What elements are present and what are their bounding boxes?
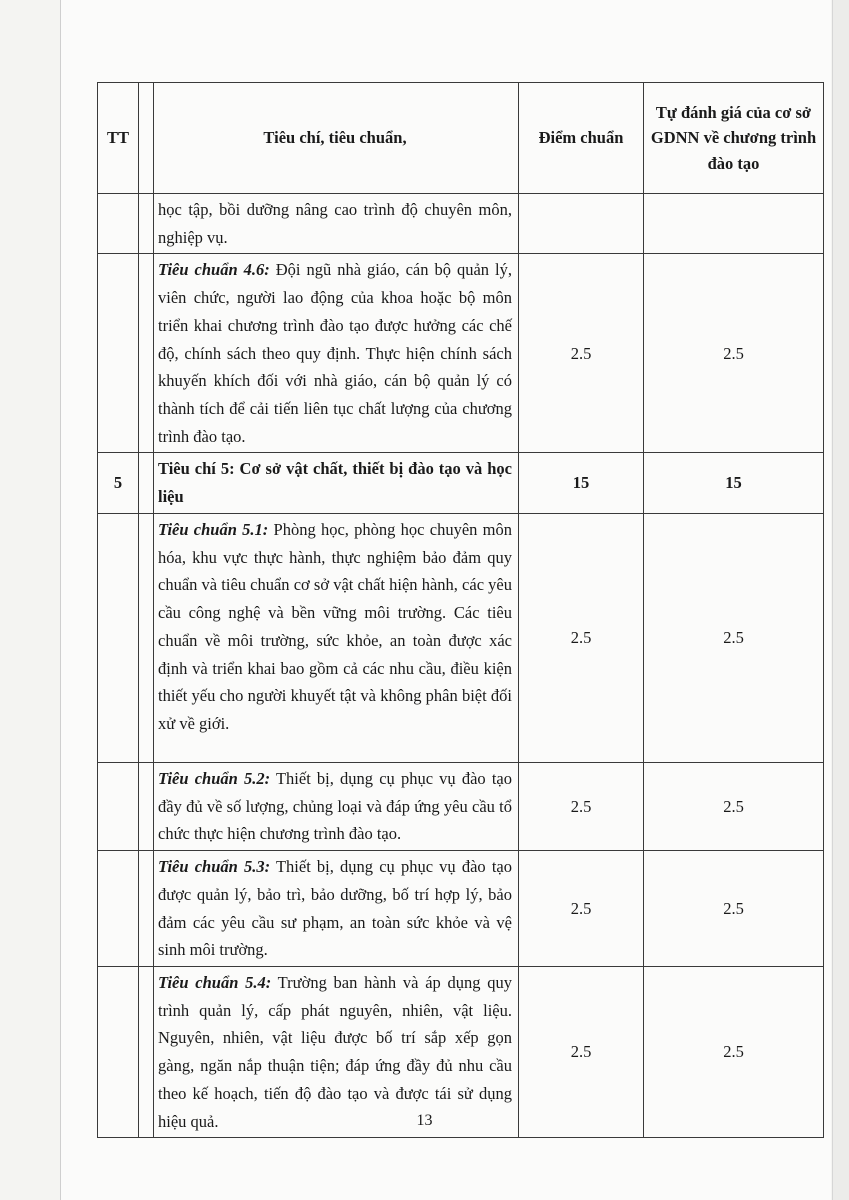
- header-tt: TT: [98, 83, 139, 194]
- row-gap: [139, 762, 154, 850]
- row-text-body: Tiêu chí 5: Cơ sở vật chất, thiết bị đào tạo và học liệu: [158, 459, 512, 507]
- row-text-body: Trường ban hành và áp dụng quy trình quản lý, cấp phát nguyên, nhiên, vật liệu. Nguyên, nhiên, vật liệu được bố trí sắp xếp gọn gàng, ngăn nắp thuận tiện; đáp ứng đầy đủ nhu cầu theo kế hoạch, tiến độ đào tạo và được tái sử dụng hiệu quả.: [158, 972, 512, 1131]
- row-points: 2.5: [519, 851, 644, 967]
- row-self-assessment: 2.5: [644, 762, 824, 850]
- row-tt: 5: [98, 453, 139, 513]
- page-number: 13: [416, 1112, 433, 1129]
- table-row: [98, 254, 824, 453]
- row-gap: [139, 513, 154, 762]
- table-row: [98, 513, 824, 762]
- table-header-row: [98, 83, 824, 194]
- row-text-body: Thiết bị, dụng cụ phục vụ đào tạo đầy đủ về số lượng, chủng loại và đáp ứng yêu cầu tổ chức thực hiện chương trình đào tạo.: [158, 768, 512, 844]
- table-row: [98, 194, 824, 254]
- row-text-body: Thiết bị, dụng cụ phục vụ đào tạo được quản lý, bảo trì, bảo dưỡng, bố trí hợp lý, bảo đảm các yêu cầu sư phạm, an toàn sức khỏe và vệ sinh môi trường.: [158, 857, 512, 960]
- table-row: [98, 762, 824, 850]
- row-tt: [98, 513, 139, 762]
- criterion-title: [154, 453, 519, 513]
- row-points: 2.5: [519, 762, 644, 850]
- row-points: 2.5: [519, 513, 644, 762]
- scan-edge: [832, 0, 849, 1200]
- row-self-assessment: [644, 194, 824, 254]
- row-text: [154, 851, 519, 967]
- row-text: [154, 254, 519, 453]
- header-gap: [139, 83, 154, 194]
- standard-label: Tiêu chuẩn 5.4:: [158, 972, 272, 992]
- row-text: [154, 762, 519, 850]
- table-row-criterion: [98, 453, 824, 513]
- header-standard-points: Điểm chuẩn: [519, 83, 644, 194]
- row-self-assessment: 2.5: [644, 513, 824, 762]
- row-points: [519, 194, 644, 254]
- row-gap: [139, 453, 154, 513]
- row-text: [154, 194, 519, 254]
- row-self-assessment: 15: [644, 453, 824, 513]
- row-gap: [139, 194, 154, 254]
- row-tt: [98, 254, 139, 453]
- standard-label: Tiêu chuẩn 5.1:: [158, 519, 269, 539]
- standard-label: Tiêu chuẩn 5.3:: [158, 857, 271, 877]
- row-tt: [98, 194, 139, 254]
- row-self-assessment: 2.5: [644, 254, 824, 453]
- header-criteria: Tiêu chí, tiêu chuẩn,: [154, 83, 519, 194]
- standard-label: Tiêu chuẩn 4.6:: [158, 260, 270, 280]
- row-gap: [139, 254, 154, 453]
- header-self-assessment: Tự đánh giá của cơ sở GDNN về chương trình đào tạo: [644, 83, 824, 194]
- row-tt: [98, 762, 139, 850]
- row-points: 2.5: [519, 254, 644, 453]
- row-points: 15: [519, 453, 644, 513]
- standard-label: Tiêu chuẩn 5.2:: [158, 768, 271, 788]
- table-row: [98, 851, 824, 967]
- row-points: 2.5: [519, 966, 644, 1137]
- row-text-body: học tập, bồi dưỡng nâng cao trình độ chuyên môn, nghiệp vụ.: [158, 200, 512, 247]
- row-tt: [98, 851, 139, 967]
- criteria-table: [97, 82, 824, 1138]
- row-gap: [139, 851, 154, 967]
- row-self-assessment: 2.5: [644, 851, 824, 967]
- row-text-body: Phòng học, phòng học chuyên môn hóa, khu vực thực hành, thực nghiệm bảo đảm quy chuẩn và tiêu chuẩn cơ sở vật chất hiện hành, các yêu cầu công nghệ và bền vững môi trường. Các tiêu chuẩn về môi trường, sức khỏe, an toàn được xác định và triển khai bao gồm cả các nhu cầu, điều kiện thiết yếu cho người khuyết tật và không phân biệt đối xử về giới.: [158, 519, 512, 733]
- row-text-body: Đội ngũ nhà giáo, cán bộ quản lý, viên chức, người lao động của khoa hoặc bộ môn triển khai chương trình đào tạo được hưởng các chế độ, chính sách theo quy định. Thực hiện chính sách khuyến khích đối với nhà giáo, cán bộ quản lý có thành tích để cải tiến liên tục chất lượng của chương trình đào tạo.: [158, 260, 512, 446]
- row-self-assessment: 2.5: [644, 966, 824, 1137]
- row-text: [154, 513, 519, 762]
